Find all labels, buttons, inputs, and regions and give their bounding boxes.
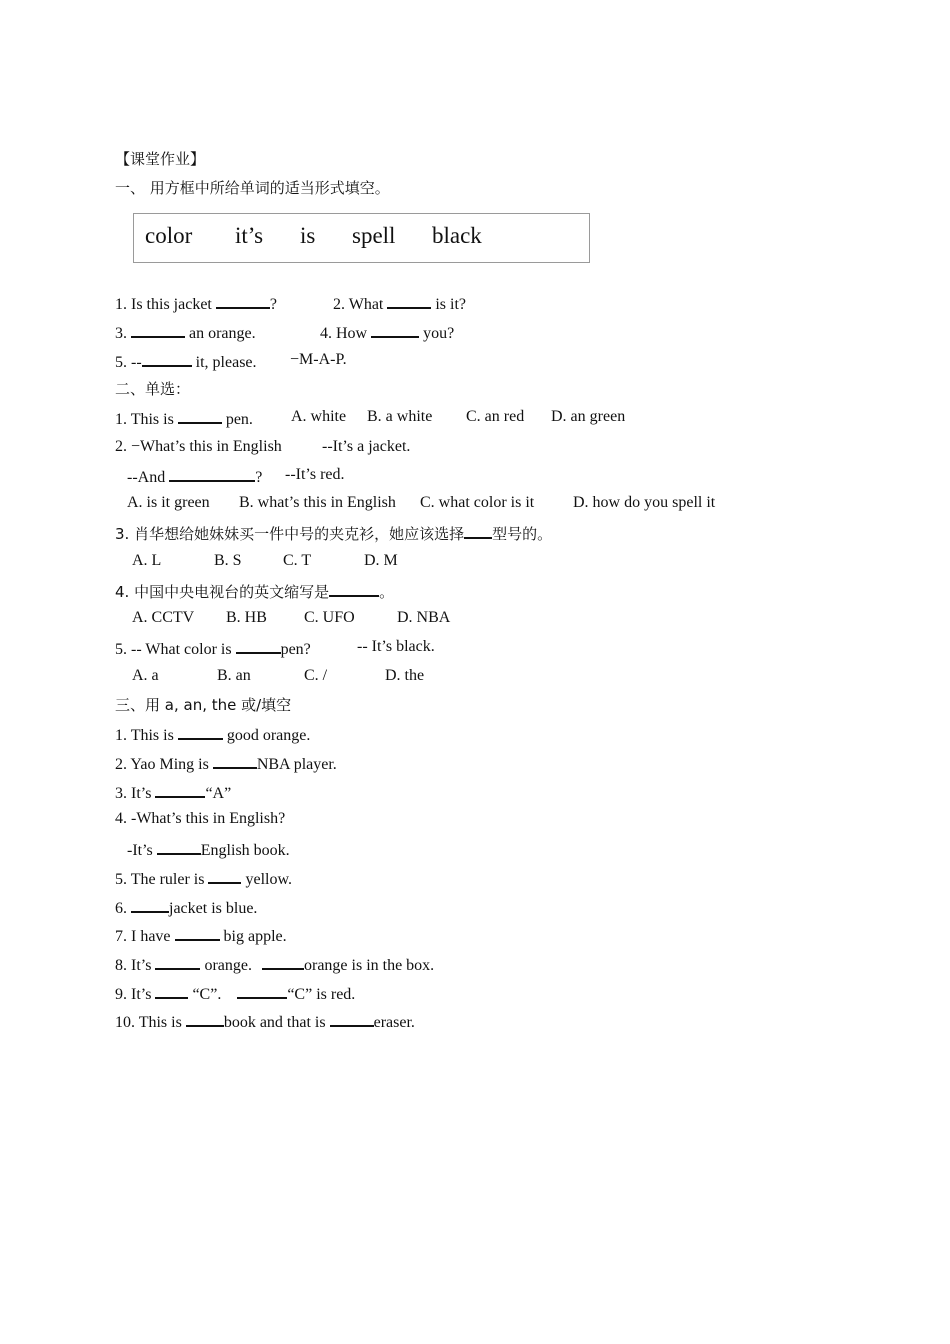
s3-q4-answer: -It’s English book.: [127, 838, 290, 861]
answer-blank[interactable]: [236, 637, 281, 654]
answer-blank[interactable]: [186, 1010, 224, 1027]
section2-title: 二、单选：: [115, 380, 191, 398]
s2-q4-option-b[interactable]: B. HB: [226, 609, 267, 626]
s2-q5-stem: 5. -- What color is pen?: [115, 637, 311, 660]
answer-blank[interactable]: [216, 292, 270, 309]
s3-q4-question: 4. -What’s this in English?: [115, 810, 286, 827]
answer-blank[interactable]: [157, 838, 201, 855]
s2-q2-option-c[interactable]: C. what color is it: [420, 494, 535, 511]
answer-blank[interactable]: [262, 953, 304, 970]
s2-q4-stem: 4. 中国中央电视台的英文缩写是 。: [115, 580, 394, 602]
answer-blank[interactable]: [208, 867, 241, 884]
s2-q1-option-c[interactable]: C. an red: [466, 408, 525, 425]
s3-q6: 6. jacket is blue.: [115, 896, 257, 919]
answer-blank[interactable]: [155, 982, 188, 999]
s2-q5-reply: -- It’s black.: [357, 638, 435, 655]
s2-q1-option-d[interactable]: D. an green: [551, 408, 626, 425]
answer-blank[interactable]: [371, 321, 419, 338]
answer-blank[interactable]: [178, 407, 222, 424]
s1-q5: 5. -- it, please.: [115, 350, 257, 373]
answer-blank[interactable]: [329, 580, 379, 597]
s2-q2-option-b[interactable]: B. what’s this in English: [239, 494, 396, 511]
answer-blank[interactable]: [131, 896, 169, 913]
word-color: color: [145, 223, 193, 248]
s2-q4-option-d[interactable]: D. NBA: [397, 609, 451, 626]
answer-blank[interactable]: [169, 465, 255, 482]
s2-q5-option-a[interactable]: A. a: [132, 667, 159, 684]
s2-q1-stem: 1. This is pen.: [115, 407, 253, 430]
s2-q2-line2-reply: --It’s red.: [285, 466, 345, 483]
s1-q2: 2. What is it?: [333, 292, 466, 315]
s2-q5-option-d[interactable]: D. the: [385, 667, 425, 684]
word-is: is: [300, 223, 316, 248]
answer-blank[interactable]: [464, 522, 492, 539]
s1-q4: 4. How you?: [320, 321, 454, 344]
s3-q10: 10. This is book and that is eraser.: [115, 1010, 415, 1033]
s2-q1-option-a[interactable]: A. white: [291, 408, 347, 425]
answer-blank[interactable]: [155, 953, 200, 970]
word-black: black: [432, 223, 482, 248]
s3-q5: 5. The ruler is yellow.: [115, 867, 292, 890]
s2-q3-option-c[interactable]: C. T: [283, 552, 312, 569]
s3-q7: 7. I have big apple.: [115, 924, 287, 947]
s3-q1: 1. This is good orange.: [115, 723, 310, 746]
section1-title: 一、 用方框中所给单词的适当形式填空。: [115, 179, 390, 197]
s2-q5-option-b[interactable]: B. an: [217, 667, 251, 684]
s2-q3-option-b[interactable]: B. S: [214, 552, 242, 569]
s2-q3-option-d[interactable]: D. M: [364, 552, 398, 569]
answer-blank[interactable]: [237, 982, 287, 999]
s1-q3: 3. an orange.: [115, 321, 256, 344]
s2-q4-option-a[interactable]: A. CCTV: [132, 609, 195, 626]
section3-title: 三、用 a, an, the 或/填空: [115, 696, 292, 714]
s2-q2-reply: --It’s a jacket.: [322, 438, 411, 455]
s2-q4-option-c[interactable]: C. UFO: [304, 609, 355, 626]
s3-q8: 8. It’s orange. orange is in the box.: [115, 953, 434, 976]
s3-q9: 9. It’s “C”. “C” is red.: [115, 982, 355, 1005]
answer-blank[interactable]: [155, 781, 205, 798]
s2-q2-option-d[interactable]: D. how do you spell it: [573, 494, 716, 511]
answer-blank[interactable]: [330, 1010, 374, 1027]
s3-q2: 2. Yao Ming is NBA player.: [115, 752, 337, 775]
word-its: it’s: [235, 223, 264, 248]
s2-q2-stem: 2. −What’s this in English: [115, 438, 282, 455]
s2-q2-line2: --And ?: [127, 465, 262, 488]
s2-q3-option-a[interactable]: A. L: [132, 552, 162, 569]
answer-blank[interactable]: [131, 321, 185, 338]
answer-blank[interactable]: [178, 723, 223, 740]
s2-q3-stem: 3. 肖华想给她妹妹买一件中号的夹克衫，她应该选择 型号的。: [115, 522, 552, 544]
answer-blank[interactable]: [213, 752, 257, 769]
answer-blank[interactable]: [387, 292, 431, 309]
page-header: 【课堂作业】: [115, 150, 206, 168]
s1-q1: 1. Is this jacket ?: [115, 292, 277, 315]
s1-q5-spelling: −M-A-P.: [290, 351, 347, 368]
word-box: [133, 213, 590, 263]
s3-q3: 3. It’s “A”: [115, 781, 231, 804]
s2-q2-option-a[interactable]: A. is it green: [127, 494, 210, 511]
answer-blank[interactable]: [175, 924, 220, 941]
word-spell: spell: [352, 223, 396, 248]
answer-blank[interactable]: [142, 350, 192, 367]
s2-q5-option-c[interactable]: C. /: [304, 667, 328, 684]
s2-q1-option-b[interactable]: B. a white: [367, 408, 433, 425]
